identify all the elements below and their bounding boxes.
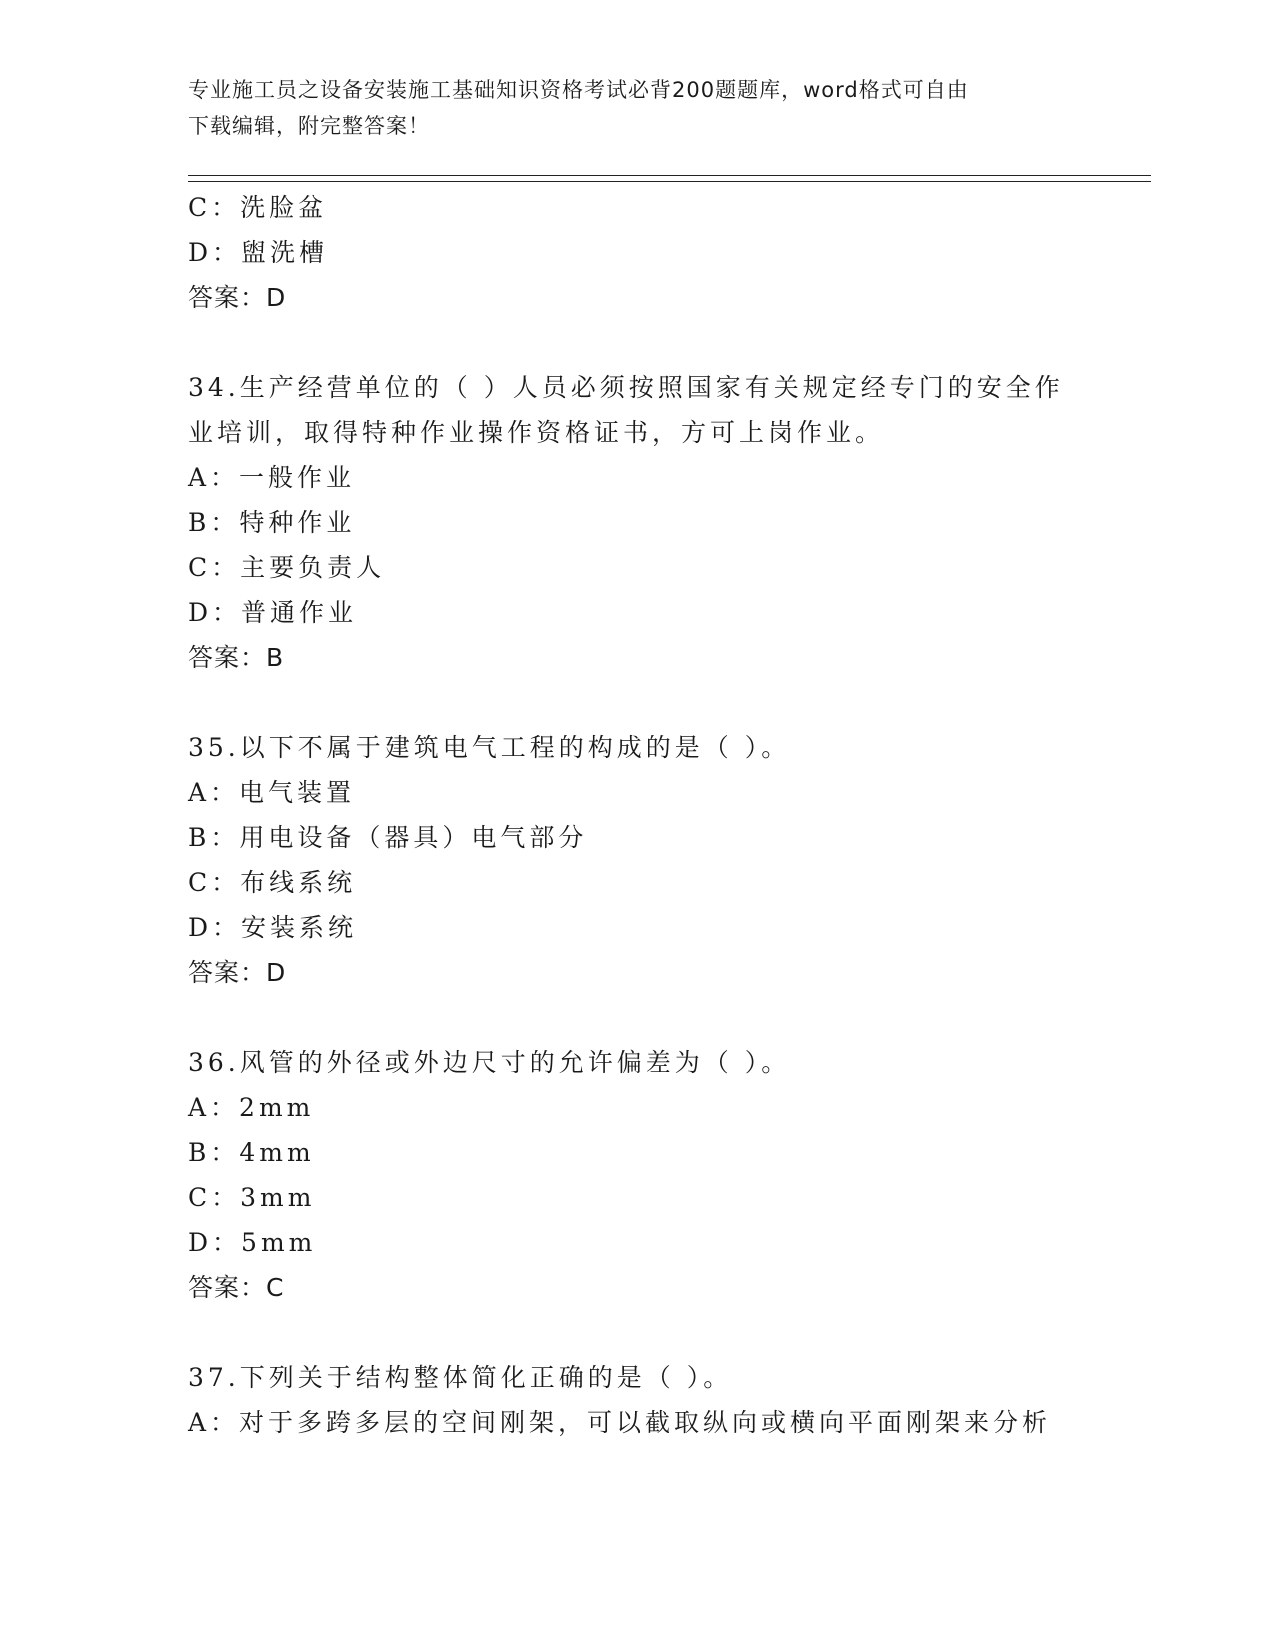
option-d: D：普通作业 (188, 598, 358, 627)
header-line-2: 下载编辑，附完整答案！ (188, 114, 430, 138)
question-stem-continued: 业培训，取得特种作业操作资格证书，方可上岗作业。 (188, 418, 885, 447)
header-divider-top (188, 175, 1151, 176)
question-stem: 34.生产经营单位的（ ）人员必须按照国家有关规定经专门的安全作 (188, 373, 1064, 402)
option-a: A：对于多跨多层的空间刚架，可以截取纵向或横向平面刚架来分析 (188, 1408, 1052, 1437)
option-c: C：主要负责人 (188, 553, 386, 582)
option-b: B：用电设备（器具）电气部分 (188, 823, 588, 852)
option-a: A：2mm (188, 1093, 315, 1122)
option-a: A：一般作业 (188, 463, 356, 492)
header-line-1: 专业施工员之设备安装施工基础知识资格考试必背200题题库，word格式可自由 (188, 78, 969, 102)
question-stem: 36.风管的外径或外边尺寸的允许偏差为（ ）。 (188, 1048, 791, 1077)
answer-line: 答案：C (188, 1273, 285, 1302)
option-c: C：布线系统 (188, 868, 357, 897)
answer-line: 答案：D (188, 283, 287, 312)
option-a: A：电气装置 (188, 778, 356, 807)
question-stem: 35.以下不属于建筑电气工程的构成的是（ ）。 (188, 733, 791, 762)
answer-line: 答案：D (188, 958, 287, 987)
document-header (188, 72, 1068, 144)
option-d: D：盥洗槽 (188, 238, 329, 267)
answer-line: 答案：B (188, 643, 285, 672)
option-b: B：特种作业 (188, 508, 356, 537)
option-b: B：4mm (188, 1138, 315, 1167)
option-c: C：3mm (188, 1183, 316, 1212)
option-c: C：洗脸盆 (188, 193, 328, 222)
header-divider-bottom (188, 181, 1151, 182)
question-stem: 37.下列关于结构整体简化正确的是（ ）。 (188, 1363, 733, 1392)
option-d: D：5mm (188, 1228, 317, 1257)
option-d: D：安装系统 (188, 913, 358, 942)
